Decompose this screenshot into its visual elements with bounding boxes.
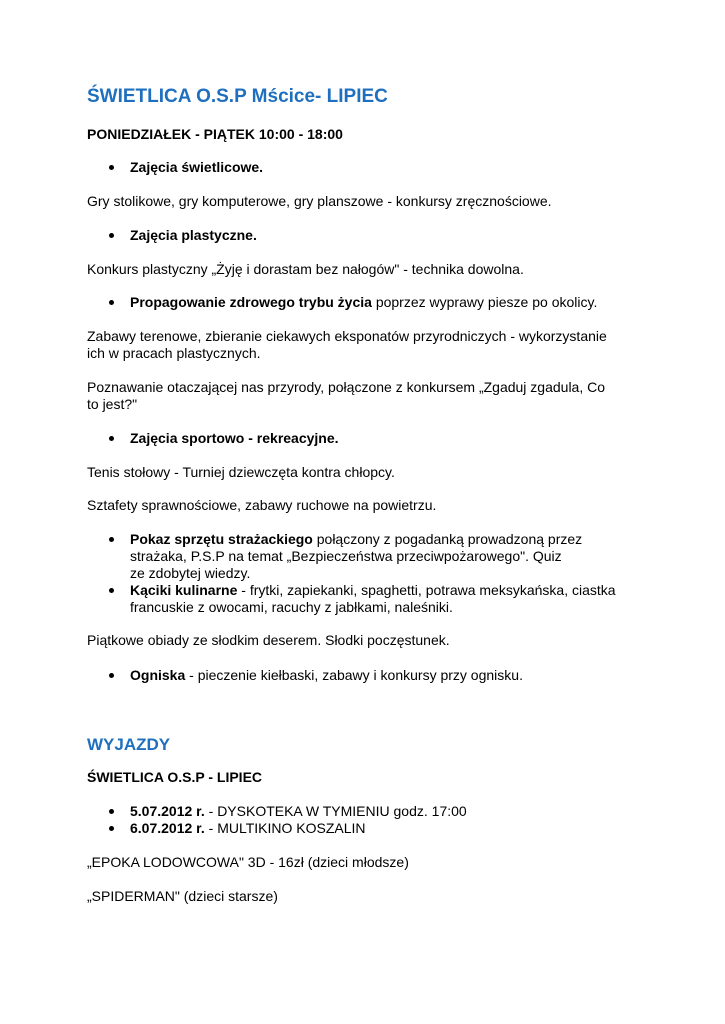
paragraph-sztafety: Sztafety sprawnościowe, zabawy ruchowe na powietrzu. (87, 497, 437, 513)
paragraph-zabawy-line2: ich w pracach plastycznych. (87, 345, 261, 361)
paragraph-konkurs-plastyczny: Konkurs plastyczny „Żyję i dorastam bez nałogów" - technika dowolna. (87, 261, 524, 277)
kaciki-rest: - frytki, zapiekanki, spaghetti, potrawa meksykańska, ciastka (237, 582, 616, 598)
paragraph-tenis: Tenis stołowy - Turniej dziewczęta kontra chłopcy. (87, 464, 395, 480)
paragraph-film1: „EPOKA LODOWCOWA" 3D - 16zł (dzieci młodsze) (87, 854, 409, 870)
list-item-trip2 (130, 820, 366, 837)
bullet-icon (109, 165, 114, 170)
bullet-icon (109, 233, 114, 238)
list-item-pokaz-line2: strażaka, P.S.P na temat „Bezpieczeństwa przeciwpożarowego". Quiz (130, 548, 562, 564)
list-item-ogniska (130, 667, 523, 684)
paragraph-zabawy-line1: Zabawy terenowe, zbieranie ciekawych eksponatów przyrodniczych - wykorzystanie (87, 328, 607, 344)
pokaz-bold: Pokaz sprzętu strażackiego (130, 531, 313, 547)
trip2-date: 6.07.2012 r. (130, 820, 205, 836)
wyjazdy-subheading: ŚWIETLICA O.S.P - LIPIEC (87, 769, 263, 785)
ogniska-bold: Ogniska (130, 667, 186, 683)
list-item-trip1 (130, 803, 467, 820)
propagowanie-rest: poprzez wyprawy piesze po okolicy. (371, 294, 598, 310)
ogniska-rest: - pieczenie kiełbaski, zabawy i konkursy przy ognisku. (185, 667, 523, 683)
schedule-heading: PONIEDZIAŁEK - PIĄTEK 10:00 - 18:00 (87, 126, 343, 142)
list-item-propagowanie (130, 294, 597, 311)
paragraph-poznawanie-line2: to jest?" (87, 396, 138, 412)
bullet-icon (109, 300, 114, 305)
trip2-rest: - MULTIKINO KOSZALIN (204, 820, 366, 836)
kaciki-bold: Kąciki kulinarne (130, 582, 238, 598)
list-item-kaciki-line2: francuskie z owocami, racuchy z jabłkami, naleśniki. (130, 599, 453, 615)
page-title: ŚWIETLICA O.S.P Mścice- LIPIEC (87, 86, 388, 107)
list-item-zajecia-swietlicowe: Zajęcia świetlicowe. (130, 159, 264, 175)
bullet-icon (109, 436, 114, 441)
bullet-icon (109, 588, 114, 593)
list-item-pokaz (130, 531, 582, 548)
wyjazdy-heading: WYJAZDY (87, 735, 171, 754)
list-item-kaciki (130, 582, 616, 599)
paragraph-poznawanie-line1: Poznawanie otaczającej nas przyrody, połączone z konkursem „Zgaduj zgadula, Co (87, 379, 606, 395)
bullet-icon (109, 826, 114, 831)
trip1-date: 5.07.2012 r. (130, 803, 205, 819)
paragraph-gry: Gry stolikowe, gry komputerowe, gry planszowe - konkursy zręcznościowe. (87, 193, 552, 209)
list-item-pokaz-line3: ze zdobytej wiedzy. (130, 565, 251, 581)
pokaz-rest: połączony z pogadanką prowadzoną przez (312, 531, 583, 547)
bullet-icon (109, 537, 114, 542)
propagowanie-bold: Propagowanie zdrowego trybu życia (130, 294, 372, 310)
bullet-icon (109, 673, 114, 678)
paragraph-piatkowe: Piątkowe obiady ze słodkim deserem. Słodki poczęstunek. (87, 632, 450, 648)
list-item-zajecia-plastyczne: Zajęcia plastyczne. (130, 227, 257, 243)
bullet-icon (109, 809, 114, 814)
trip1-rest: - DYSKOTEKA W TYMIENIU godz. 17:00 (204, 803, 467, 819)
list-item-sportowe: Zajęcia sportowo - rekreacyjne. (130, 430, 339, 446)
paragraph-film2: „SPIDERMAN" (dzieci starsze) (87, 888, 278, 904)
